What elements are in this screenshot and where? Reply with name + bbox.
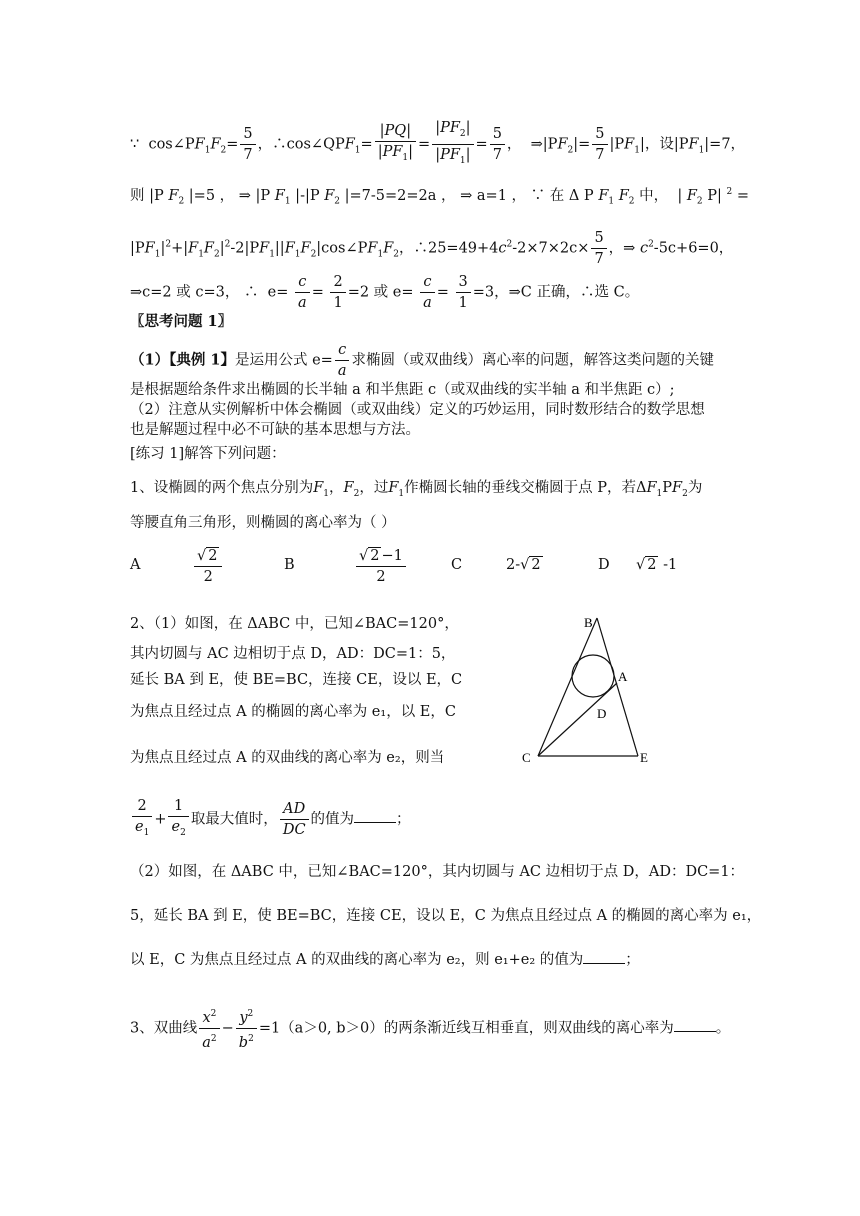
question-2-1-line-f: $\frac{2}{e_1}$ + $\frac{1}{e_2}$ 取最大值时， $\frac{AD}{DC}$ 的值为 ；: [130, 796, 411, 843]
question-3: 3、双曲线 $\frac{x^2}{a^2}$ − $\frac{y^2}{b^2}$ =1（a＞0, b＞0）的两条渐近线互相垂直，则双曲线的离心率为 。: [130, 1004, 730, 1053]
answer-blank: [354, 810, 396, 823]
label-e: E: [640, 750, 648, 765]
question-1-line-2: 等腰直角三角形，则椭圆的离心率为（ ）: [130, 515, 396, 531]
option-c-value: 2-√ 2: [506, 557, 541, 573]
option-c: [451, 557, 462, 573]
option-a: [130, 557, 140, 573]
question-2-2-line-a: （2）如图，在 ΔABC 中，已知∠BAC=120°，其内切圆与 AC 边相切于点 D，AD：DC=1：: [130, 864, 745, 880]
think-paragraph-1: （1）【典例 1】是运用公式 e= $\frac{c}{a}$ 求椭圆（或双曲线）离心率的问题，解答这类问题的关键: [130, 342, 714, 379]
question-2-1-line-a: 2、（1）如图，在 ΔABC 中，已知∠BAC=120°，: [130, 616, 459, 632]
exercise-heading: [练习 1]解答下列问题：: [130, 446, 286, 462]
answer-blank-2: [583, 951, 625, 964]
question-2-2-line-b: 5，延长 BA 到 E，使 BE=BC，连接 CE，设以 E，C 为焦点且经过点 A 的椭圆的离心率为 e₁，: [130, 908, 762, 924]
label-d: D: [597, 706, 607, 721]
solution-line-2: 则 |P $F_2$ |=5 ， ⇒ |P $F_1$ |-|P $F_2$ |=7-5=2=2a ， ⇒ a=1 ， ∵ 在 Δ P $F_1$ $F_2$ 中， | $F_2$ P| $^2$ =: [130, 187, 750, 207]
solution-line-4: ⇒c=2 或 c=3， ∴ e= $\frac{c}{a}$ = $\frac{2}{1}$ =2 或 e= $\frac{c}{a}$ = $\frac{3}{1}$ =3，⇒C 正确，∴选 C。: [130, 274, 640, 311]
think-p1-b: 求椭圆（或双曲线）离心率的问题，解答这类问题的关键: [351, 352, 714, 369]
option-b: [284, 557, 295, 573]
incircle: [572, 655, 614, 697]
question-2-1-line-b: 其内切圆与 AC 边相切于点 D，AD：DC=1：5，: [130, 646, 456, 662]
think-p1-label: （1）【典例 1】: [130, 351, 235, 369]
edge-be: [597, 618, 638, 756]
edge-bc: [538, 618, 597, 756]
answer-blank-3: [674, 1019, 716, 1032]
think-heading: 〖思考问题 1〗: [130, 313, 233, 330]
q3-b: =1（a＞0, b＞0）的两条渐近线互相垂直，则双曲线的离心率为: [258, 1020, 674, 1037]
option-b-value: $\frac{√ 2 -1}{2}$: [354, 546, 408, 587]
q3-a: 3、双曲线: [130, 1020, 198, 1037]
think-p1-c: 是根据题给条件求出椭圆的长半轴 a 和半焦距 c（或双曲线的实半轴 a 和半焦距 c）;: [130, 382, 675, 398]
label-a: A: [618, 669, 628, 684]
option-c-letter: C: [451, 557, 463, 573]
label-c: C: [522, 750, 531, 765]
think-p1-a: 是运用公式 e=: [234, 352, 333, 369]
q2-1-f2: 的值为: [310, 811, 355, 828]
option-d-value: √ 2 -1: [636, 557, 678, 573]
solution-line-1: ∵ $\cos\angle PF_1F_2=$ $\frac{5}{7}$ ，$\therefore\cos\angle QPF_1=$ $\frac{|PQ|}{|PF_1|}$ = $\frac{|PF_2|}{|PF_1|}$ = $\frac{5}{7}$ ， $\Rightarrow|PF_2|=$ $\frac{5}{7}$ $|PF_1|$，设$|PF_1|=7$，: [130, 120, 746, 166]
q2-1-f1: 取最大值时，: [190, 811, 278, 828]
option-d-letter: D: [598, 557, 610, 573]
option-a-letter: A: [130, 557, 141, 573]
question-2-1-line-e: 为焦点且经过点 A 的双曲线的离心率为 e₂，则当: [130, 750, 445, 766]
option-d: [598, 557, 610, 573]
option-a-value: $\frac{√ 2}{2}$: [192, 546, 224, 587]
think-p2-a: （2）注意从实例解析中体会椭圆（或双曲线）定义的巧妙运用，同时数形结合的数学思想: [130, 402, 705, 418]
option-b-letter: B: [284, 557, 295, 573]
question-2-1-line-c: 延长 BA 到 E，使 BE=BC，连接 CE，设以 E，C: [130, 672, 463, 688]
triangle-figure: [510, 610, 660, 770]
label-b: B: [584, 615, 593, 630]
think-p2-b: 也是解题过程中必不可缺的基本思想与方法。: [130, 422, 420, 438]
question-1-line-1: 1、设椭圆的两个焦点分别为$F_1$，$F_2$，过$F_1$作椭圆长轴的垂线交椭圆于点 P，若$\Delta F_1PF_2$为: [130, 480, 703, 499]
question-2-1-line-d: 为焦点且经过点 A 的椭圆的离心率为 e₁，以 E，C: [130, 704, 456, 720]
question-2-2-line-c: 以 E，C 为焦点且经过点 A 的双曲线的离心率为 e₂，则 e₁+e₂ 的值为 ；: [130, 952, 640, 968]
q2-2-c-text: 以 E，C 为焦点且经过点 A 的双曲线的离心率为 e₂，则 e₁+e₂ 的值为: [130, 952, 584, 968]
solution-line-3: $|PF_1|^2+|F_1F_2|^2-2|PF_1||F_1F_2|\cos\angle PF_1F_2$，$\therefore 25=49+4c^2-2\times 7\times 2c\times$ $\frac{5}{7}$ ，⇒ $c^2-5c+6=0$，: [130, 230, 734, 267]
